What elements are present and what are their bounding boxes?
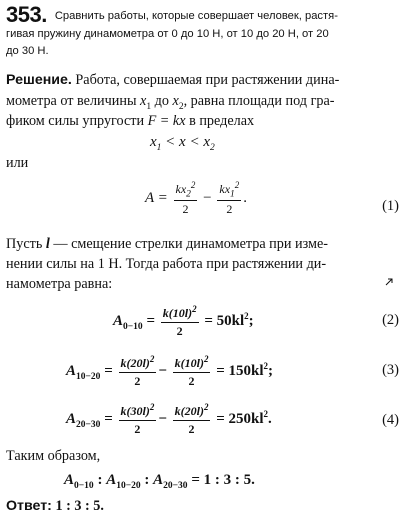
thus-text: Таким образом, — [6, 448, 101, 464]
or-text: или — [6, 155, 29, 171]
equation-2: $A_{0-10}$ = $\frac{k(10l)^2}{2}$ = $50kl^2$; — [113, 304, 254, 338]
problem-condition-line-1: Сравнить работы, которые совершает человек, растя- — [54, 10, 338, 22]
equation-4-number: (4) — [382, 412, 399, 428]
elastic-force-formula: F = kx — [147, 113, 186, 129]
answer-line — [6, 498, 104, 515]
let-line-1: Пусть l — смещение стрелки динамометра при изме- — [6, 236, 328, 252]
problem-condition-line-2: гивая пружину динамометра от 0 до 10 Н, от 10 до 20 Н, от 20 — [6, 28, 329, 40]
equation-3-fraction-1: $\frac{k(20l)^2}{2}$ — [120, 354, 155, 388]
solution-line-2: мометра от величины $x_1$ до $x_2$, равна площади под гра- — [6, 93, 335, 112]
let-line-3: намометра равна: — [6, 276, 113, 292]
equation-2-fraction: $\frac{k(10l)^2}{2}$ — [162, 304, 197, 338]
solution-line-1: Решение. Работа, совершаемая при растяжении дина- — [6, 72, 340, 88]
margin-arrow-icon — [385, 278, 393, 286]
problem-header — [6, 2, 338, 28]
solution-label: Решение. — [6, 72, 72, 88]
equation-1-fraction-1: $\frac{kx_2^2}{2}$ — [175, 180, 196, 217]
problem-number: 353. — [6, 2, 47, 27]
equation-3-number: (3) — [382, 362, 399, 378]
equation-3-fraction-2: $\frac{k(10l)^2}{2}$ — [174, 354, 209, 388]
let-line-2: нении силы на 1 Н. Тогда работа при растяжении ди- — [6, 256, 327, 272]
equation-1-fraction-2: $\frac{kx_1^2}{2}$ — [219, 180, 240, 217]
problem-condition-line-3: до 30 Н. — [6, 45, 49, 57]
inequality: $x_1 < x < x_2$ — [150, 134, 215, 153]
equation-3: $A_{10-20}$ = $\frac{k(20l)^2}{2}$ − $\frac{k(10l)^2}{2}$ = $150kl^2$; — [66, 354, 274, 388]
ratio-equation: $A_{0-10}$ : $A_{10-20}$ : $A_{20-30} = 1$ : 3 : 5. — [64, 472, 255, 491]
answer-value: 1 : 3 : 5. — [51, 498, 104, 514]
equation-2-number: (2) — [382, 312, 399, 328]
equation-1: A = $\frac{kx_2^2}{2}$ − $\frac{kx_1^2}{2}$ . — [145, 180, 248, 217]
equation-4-fraction-2: $\frac{k(20l)^2}{2}$ — [174, 402, 209, 436]
answer-label: Ответ: — [6, 498, 52, 514]
solution-line-3: фиком силы упругости F = kx в пределах — [6, 113, 255, 129]
equation-4-fraction-1: $\frac{k(30l)^2}{2}$ — [120, 402, 155, 436]
equation-1-number: (1) — [382, 198, 399, 214]
equation-4: $A_{20-30}$ = $\frac{k(30l)^2}{2}$ − $\frac{k(20l)^2}{2}$ = $250kl^2$. — [66, 402, 272, 436]
